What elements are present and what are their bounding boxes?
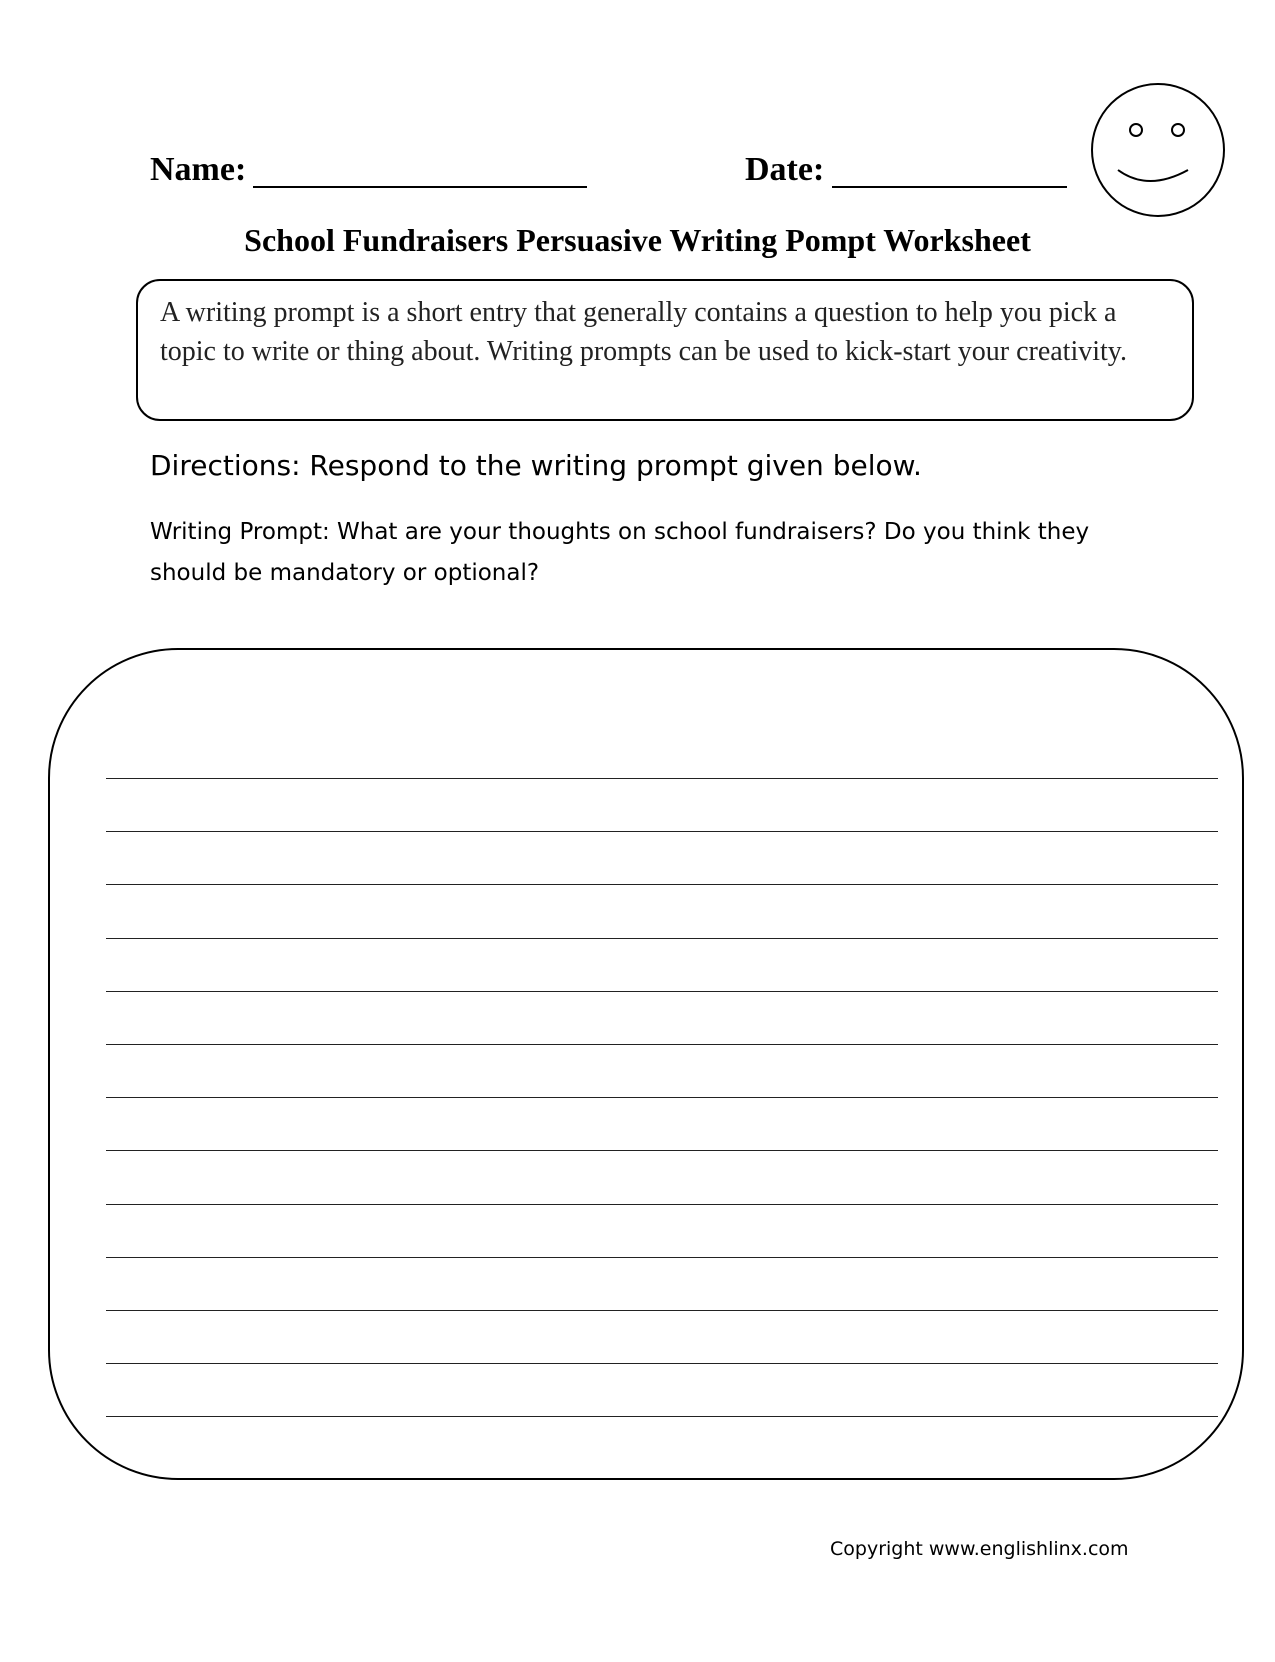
answer-line[interactable] <box>106 1204 1218 1205</box>
answer-line[interactable] <box>106 938 1218 939</box>
answer-line[interactable] <box>106 1416 1218 1417</box>
answer-line[interactable] <box>106 884 1218 885</box>
name-label: Name: <box>150 151 247 188</box>
name-blank-line[interactable] <box>253 186 587 188</box>
worksheet-title: School Fundraisers Persuasive Writing Pompt Worksheet <box>244 222 1031 258</box>
intro-text: A writing prompt is a short entry that generally contains a question to help you pick a topic to write or thing about. Writing prompts can be used to kick-start your creativity. <box>160 297 1127 367</box>
date-label: Date: <box>745 151 825 188</box>
smiley-face-icon <box>1090 82 1226 218</box>
answer-line[interactable] <box>106 831 1218 832</box>
answer-line[interactable] <box>106 778 1218 779</box>
answer-line[interactable] <box>106 1363 1218 1364</box>
answer-line[interactable] <box>106 991 1218 992</box>
answer-line[interactable] <box>106 1257 1218 1258</box>
intro-box <box>136 279 1194 421</box>
copyright-text: Copyright www.englishlinx.com <box>830 1538 1129 1560</box>
answer-line[interactable] <box>106 1310 1218 1311</box>
answer-line[interactable] <box>106 1097 1218 1098</box>
writing-prompt-text: Writing Prompt: What are your thoughts on school fundraisers? Do you think they should be mandatory or optional? <box>150 519 1090 586</box>
date-blank-line[interactable] <box>832 186 1067 188</box>
directions-text: Directions: Respond to the writing prompt given below. <box>150 449 922 482</box>
answer-line[interactable] <box>106 1044 1218 1045</box>
answer-box[interactable] <box>48 648 1244 1480</box>
answer-line[interactable] <box>106 1150 1218 1151</box>
